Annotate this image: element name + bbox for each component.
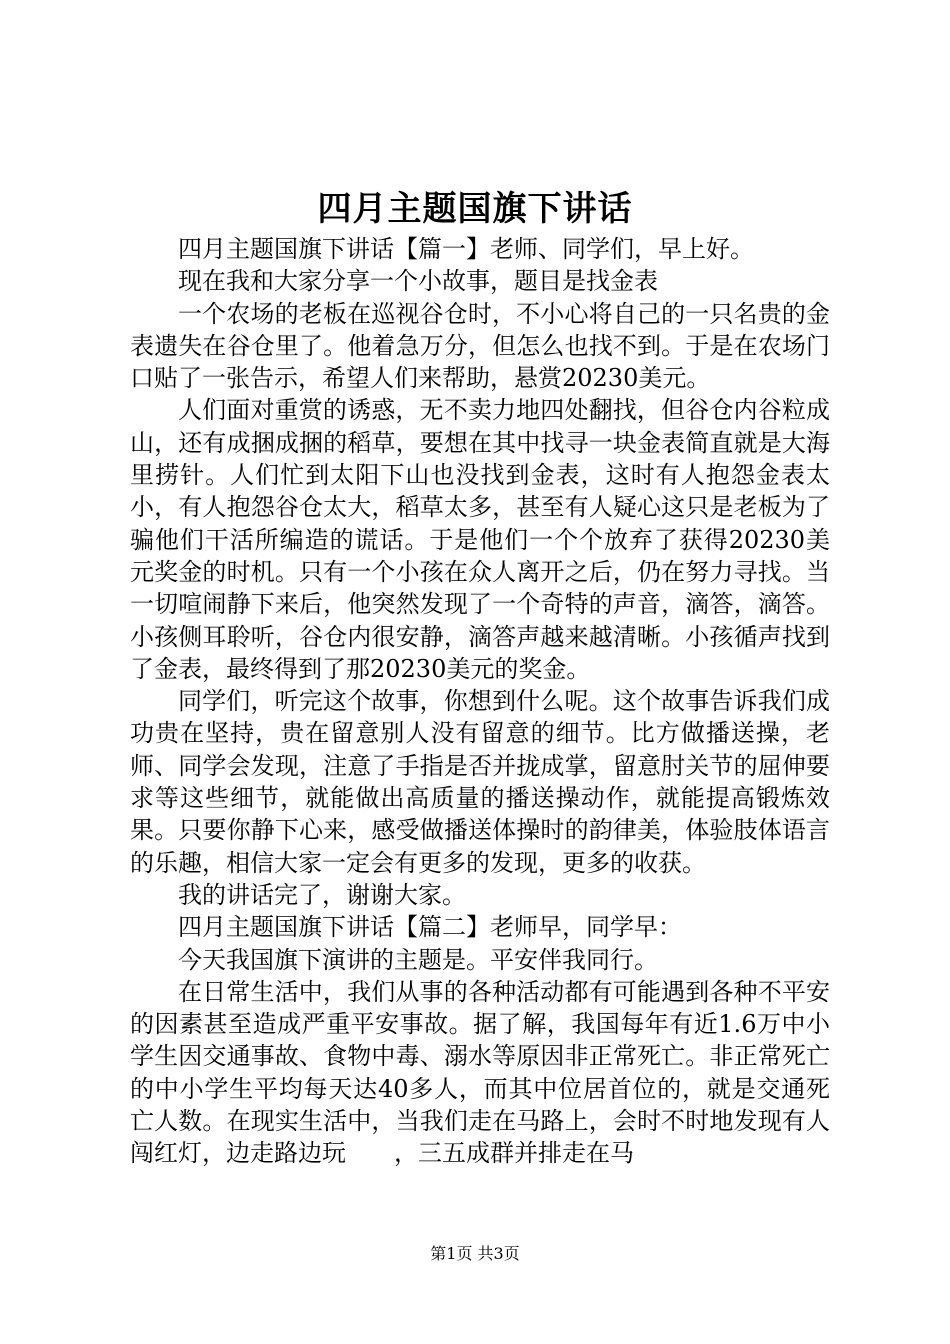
paragraph-7: 四月主题国旗下讲话【篇二】老师早，同学早： xyxy=(178,913,682,942)
paragraph-8: 今天我国旗下演讲的主题是。平安伴我同行。 xyxy=(178,945,658,974)
paragraph-1: 四月主题国旗下讲话【篇一】老师、同学们，早上好。 xyxy=(178,235,754,263)
page-footer: 第1页 共3页 xyxy=(430,1244,520,1263)
document-body xyxy=(130,233,830,1170)
paragraph-2: 现在我和大家分享一个小故事，题目是找金表 xyxy=(178,267,658,296)
paragraph-6: 我的讲话完了，谢谢大家。 xyxy=(178,880,466,909)
document-title: 四月主题国旗下讲话 xyxy=(317,189,633,229)
paragraph-3: 一个农场的老板在巡视谷仓时，不小心将自己的一只名贵的金表遗失在谷仓里了。他着急万分，但怎么也找不到。于是在农场门口贴了一张告示，希望人们来帮助，悬赏20230美元。 xyxy=(130,299,830,393)
paragraph-5: 同学们，听完这个故事，你想到什么呢。这个故事告诉我们成功贵在坚持，贵在留意别人没有留意的细节。比方做播送操，老师、同学会发现，注意了手指是否并拢成掌，留意肘关节的屈伸要求等这些细节，就能做出高质量的播送操动作，就能提高锻炼效果。只要你静下心来，感受做播送体操时的韵律美，体验肢体语言的乐趣，相信大家一定会有更多的发现，更多的收获。 xyxy=(130,687,830,877)
paragraph-9: 在日常生活中，我们从事的各种活动都有可能遇到各种不平安的因素甚至造成严重平安事故。据了解，我国每年有近1.6万中小学生因交通事故、食物中毒、溺水等原因非正常死亡。非正常死亡的中小学生平均每天达40多人，而其中位居首位的，就是交通死亡人数。在现实生活中，当我们走在马路上，会时不时地发现有人闯红灯，边走路边玩 ，三五成群并排走在马 xyxy=(130,977,830,1168)
paragraph-4: 人们面对重赏的诱惑，无不卖力地四处翻找，但谷仓内谷粒成山，还有成捆成捆的稻草，要想在其中找寻一块金表简直就是大海里捞针。人们忙到太阳下山也没找到金表，这时有人抱怨金表太小，有人抱怨谷仓太大，稻草太多，甚至有人疑心这只是老板为了骗他们干活所编造的谎话。于是他们一个个放弃了获得20230美元奖金的时机。只有一个小孩在众人离开之后，仍在努力寻找。当一切喧闹静下来后，他突然发现了一个奇特的声音，滴答，滴答。小孩侧耳聆听，谷仓内很安静，滴答声越来越清晰。小孩循声找到了金表，最终得到了那20230美元的奖金。 xyxy=(130,396,830,683)
